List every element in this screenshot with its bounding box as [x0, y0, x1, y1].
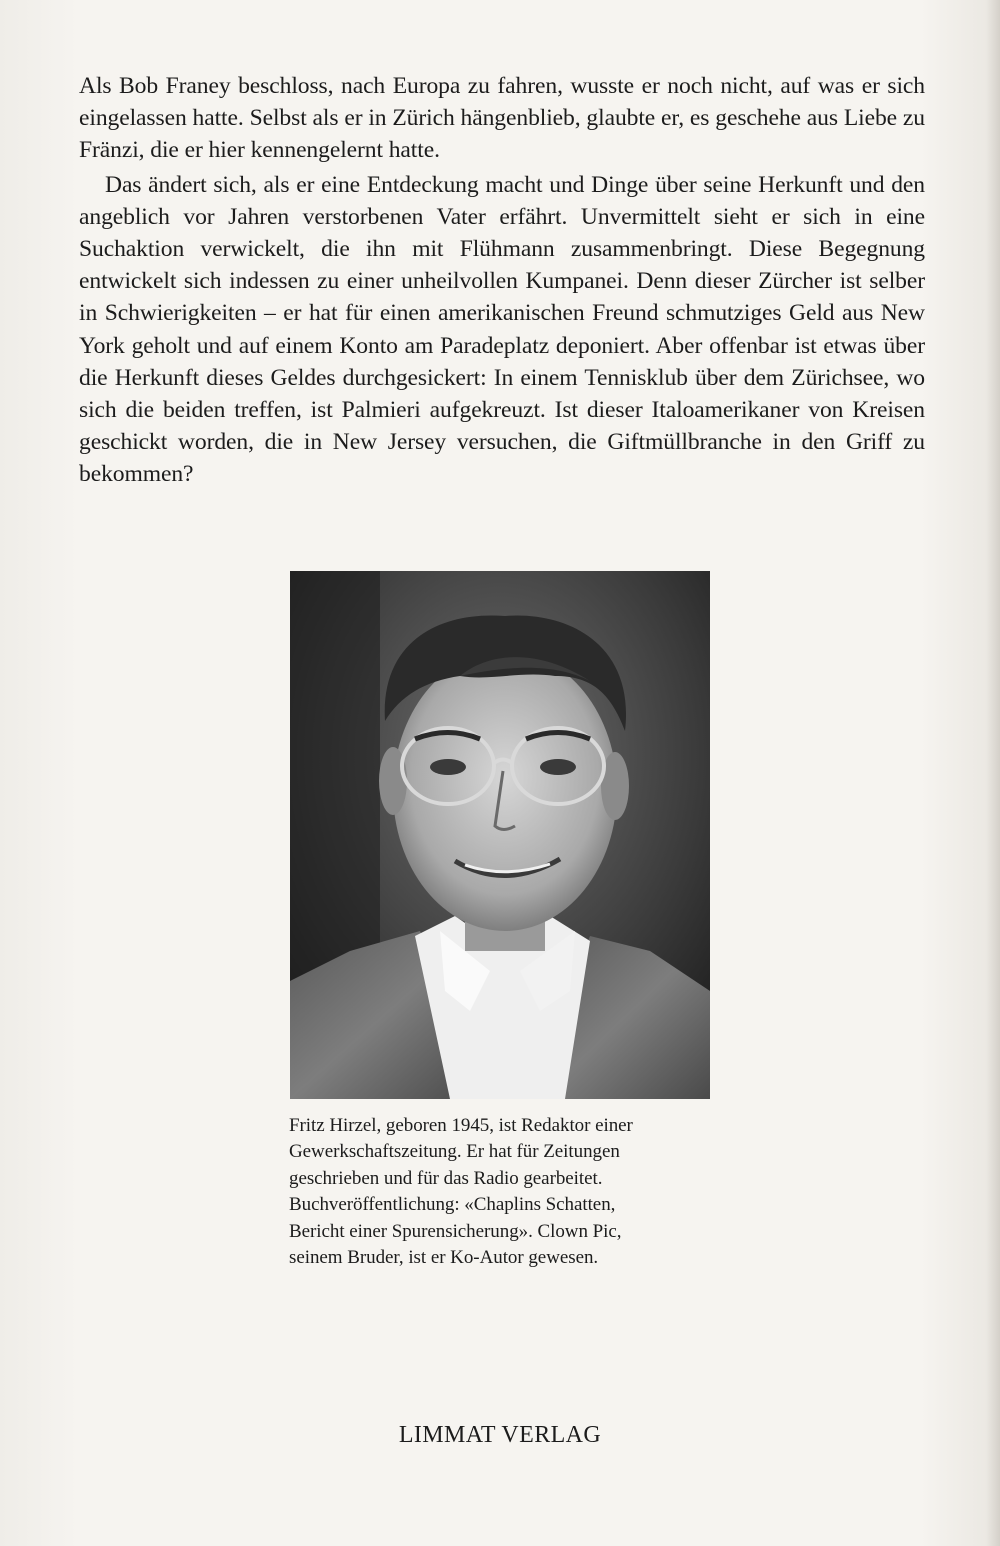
caption-line: Bericht einer Spurensicherung». Clown Pic, — [289, 1220, 622, 1242]
blurb-text — [79, 70, 925, 491]
caption-line: Buchveröffentlichung: «Chaplins Schatten, — [289, 1194, 616, 1216]
caption-line: seinem Bruder, ist er Ko-Autor gewesen. — [289, 1247, 599, 1269]
blurb-paragraph-1: Als Bob Franey beschloss, nach Europa zu fahren, wusste er noch nicht, auf was er sich eingelassen hatte. Selbst als er in Zürich hängenblieb, glaubte er, es geschehe aus Liebe zu Fränzi, die er hier kennengelernt hatte. — [79, 73, 925, 164]
author-photo — [290, 571, 710, 1099]
caption-line: geschrieben und für das Radio gearbeitet. — [289, 1167, 603, 1189]
caption-line: Gewerkschaftszeitung. Er hat für Zeitungen — [289, 1141, 620, 1163]
caption-line: Fritz Hirzel, geboren 1945, ist Redaktor einer — [289, 1115, 633, 1136]
blurb-paragraph-2: Das ändert sich, als er eine Entdeckung macht und Dinge über seine Herkunft und den angeblich vor Jahren verstorbenen Vater erfährt. Unvermittelt sieht er sich in eine Suchaktion verwickelt, die ihn mit Flühmann zusammenbringt. Diese Begegnung entwickelt sich indessen zu einer unheilvollen Kumpanei. Denn dieser Zürcher ist selber in Schwierigkeiten – er hat für einen amerikanischen Freund schmutziges Geld aus New York geholt und auf einem Konto am Paradeplatz deponiert. Aber offenbar ist etwas über die Herkunft dieses Geldes durchgesickert: In einem Tennisklub über dem Zürichsee, wo sich die beiden treffen, ist Palmieri aufgekreuzt. Ist dieser Italoamerikaner von Kreisen geschickt worden, die in New Jersey versuchen, die Giftmüllbranche in den Griff zu bekommen? — [79, 171, 925, 488]
publisher-name: LIMMAT VERLAG — [398, 1422, 602, 1448]
author-bio-caption — [289, 1113, 719, 1271]
page-edge-shadow — [986, 0, 1000, 1546]
